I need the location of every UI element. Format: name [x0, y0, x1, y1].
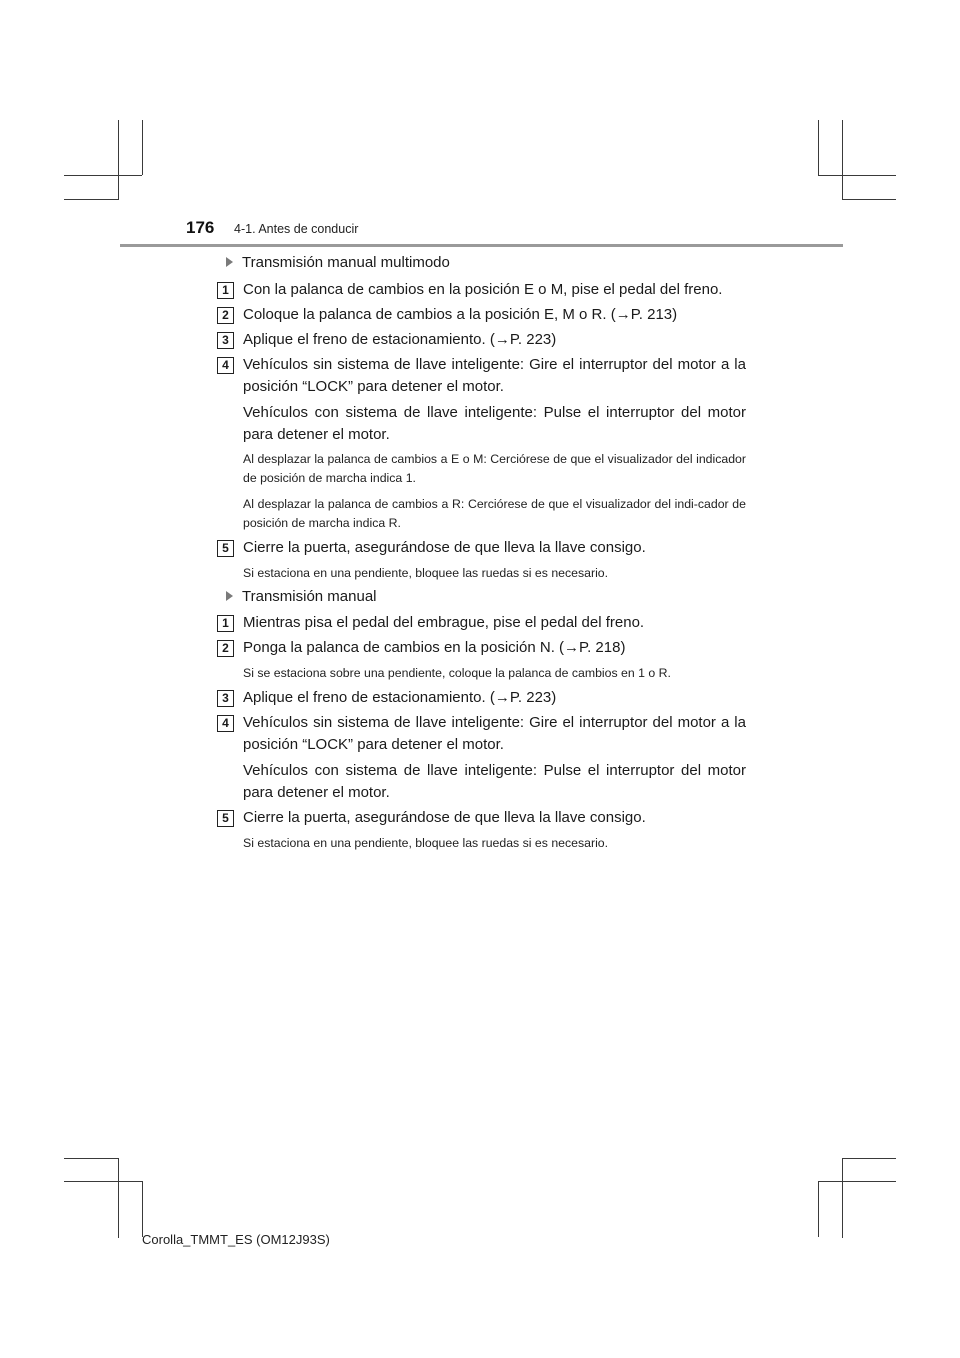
step-text: Ponga la palanca de cambios en la posición N. (→P. 218)	[243, 639, 626, 656]
step-text: Aplique el freno de estacionamiento. (→P. 223)	[243, 331, 557, 348]
step-text: Coloque la palanca de cambios a la posición E, M o R. (→P. 213)	[243, 306, 678, 323]
step-text: Mientras pisa el pedal del embrague, pise el pedal del freno.	[243, 614, 645, 631]
step-number: 2	[217, 640, 234, 657]
document-id: Corolla_TMMT_ES (OM12J93S)	[142, 1232, 330, 1247]
step-note: Si estaciona en una pendiente, bloquee las ruedas si es necesario.	[243, 836, 609, 850]
section-title: 4-1. Antes de conducir	[234, 222, 359, 236]
step-text-continuation: Vehículos con sistema de llave inteligente: Pulse el interruptor del motor para detener el motor.	[243, 404, 746, 443]
triangle-bullet-icon	[226, 591, 233, 601]
step-number: 1	[217, 615, 234, 632]
step-number: 2	[217, 307, 234, 324]
step-note: Si se estaciona sobre una pendiente, coloque la palanca de cambios en 1 o R.	[243, 666, 671, 680]
step-number: 4	[217, 715, 234, 732]
step-text: Con la palanca de cambios en la posición E o M, pise el pedal del freno.	[243, 281, 723, 298]
step-number: 4	[217, 357, 234, 374]
page-number: 176	[186, 218, 215, 237]
step-number: 5	[217, 810, 234, 827]
step-number: 3	[217, 690, 234, 707]
step-number: 1	[217, 282, 234, 299]
step-text: Vehículos sin sistema de llave inteligente: Gire el interruptor del motor a la posición “LOCK” para detener el motor.	[243, 356, 746, 395]
step-note: Al desplazar la palanca de cambios a E o M: Cerciórese de que el visualizador del indicador de posición de marcha indica 1.	[243, 452, 746, 485]
section-heading-multimode: Transmisión manual multimodo	[226, 254, 450, 271]
header-rule	[120, 244, 843, 247]
section-heading-manual: Transmisión manual	[226, 588, 377, 605]
step-text: Cierre la puerta, asegurándose de que lleva la llave consigo.	[243, 809, 646, 826]
step-text: Aplique el freno de estacionamiento. (→P. 223)	[243, 689, 557, 706]
step-number: 3	[217, 332, 234, 349]
step-note: Si estaciona en una pendiente, bloquee las ruedas si es necesario.	[243, 566, 609, 580]
step-text-continuation: Vehículos con sistema de llave inteligente: Pulse el interruptor del motor para detener el motor.	[243, 762, 746, 801]
step-number: 5	[217, 540, 234, 557]
step-text: Vehículos sin sistema de llave inteligente: Gire el interruptor del motor a la posición “LOCK” para detener el motor.	[243, 714, 746, 753]
triangle-bullet-icon	[226, 257, 233, 267]
step-note: Al desplazar la palanca de cambios a R: Cerciórese de que el visualizador del indi-cador de posición de marcha indica R.	[243, 497, 746, 530]
step-text: Cierre la puerta, asegurándose de que lleva la llave consigo.	[243, 539, 646, 556]
